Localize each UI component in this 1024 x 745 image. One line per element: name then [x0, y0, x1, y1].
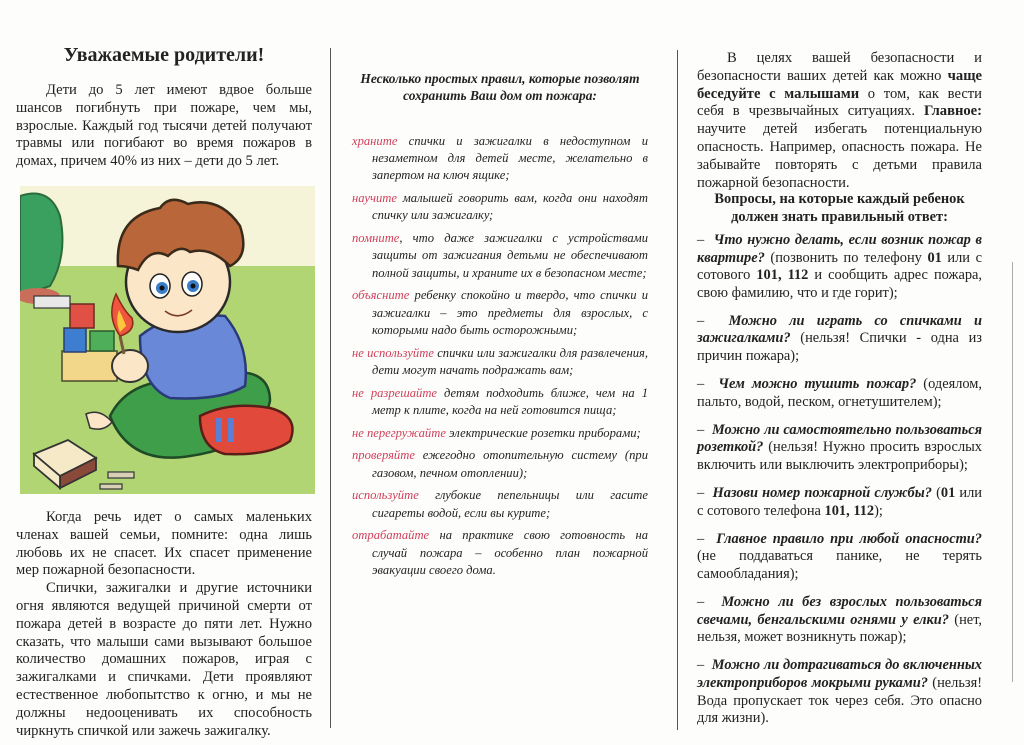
- answer-text: и сообщить адрес пожара, свою фамилию, что и где горит);: [697, 267, 983, 301]
- rule-text: ежегодно отопительную систему (при газовом, печном отоплении);: [372, 448, 648, 480]
- answer-text: );: [874, 502, 883, 519]
- rule-text: спички или зажигалки для развлечения, дети могут начать подражать вам;: [372, 345, 648, 377]
- rule-item: [352, 425, 648, 442]
- rule-text: электрические розетки приборами;: [445, 425, 641, 440]
- phone-number: 01: [940, 485, 956, 502]
- question-dash: –: [697, 530, 705, 547]
- question-text: Чем можно тушить пожар?: [718, 376, 917, 393]
- rule-item: [352, 447, 648, 481]
- safety-conversation-paragraph: [697, 50, 982, 192]
- question-item: [697, 376, 982, 411]
- answer-text: (не поддаваться панике, не терять самообладания);: [697, 548, 982, 582]
- rule-keyword: отрабатайте: [352, 528, 430, 543]
- phone-number: 101, 112: [824, 502, 875, 519]
- question-dash: –: [697, 485, 705, 502]
- column-divider-left: [330, 48, 331, 728]
- question-text: Главное правило при любой опасности?: [716, 530, 982, 547]
- question-text: Можно ли самостоятельно пользоваться розеткой?: [697, 421, 982, 456]
- rule-text: глубокие пепельницы или гасите сигареты водой, если вы курите;: [372, 488, 648, 520]
- rules-heading: Несколько простых правил, которые позволят сохранить Ваш дом от пожара:: [360, 71, 640, 103]
- rule-item: [352, 230, 648, 282]
- question-item: [697, 313, 982, 366]
- answer-text: или с сотового телефона: [697, 485, 983, 519]
- question-dash: –: [697, 421, 705, 438]
- rule-keyword: храните: [352, 134, 398, 148]
- rule-item: [352, 385, 648, 419]
- rule-item: [352, 190, 648, 224]
- rule-item: [352, 345, 648, 379]
- intro-bold-talk: чаще беседуйте с малышами: [697, 67, 982, 102]
- rule-keyword: научите: [352, 191, 397, 206]
- question-dash: –: [697, 376, 705, 393]
- answer-text: или с сотового: [697, 249, 982, 284]
- answer-text: (нет, нельзя, может возникнуть пожар);: [697, 611, 982, 646]
- intro-text: В целях вашей безопасности и безопасности ваших детей как можно: [697, 50, 982, 84]
- question-text: Можно ли дотрагиваться до включенных электроприборов мокрыми руками?: [697, 657, 982, 691]
- questions-list: [697, 232, 982, 738]
- page-edge-line: [1012, 262, 1013, 682]
- rule-item: [352, 133, 648, 185]
- rule-keyword: проверяйте: [352, 448, 415, 463]
- question-item: [697, 657, 982, 727]
- illustration-image: [20, 186, 315, 494]
- rule-keyword: не перегружайте: [352, 425, 446, 440]
- paragraph-matches-leading-cause: Спички, зажигалки и другие источники огня являются ведущей причиной смерти от пожара детей в возрасте до пяти лет. Нужно сказать, что малыши сами вызывают большое количество домашних пожаров, играя с зажигалками и спичками. Дети проявляют естественное любопытство к огню, и мы не должны недооценивать их способность чиркнуть спичкой или зажечь зажигалку.: [16, 580, 312, 739]
- rule-text: ребенку спокойно и твердо, что спички и зажигалки – это предметы для взрослых, с которыми надо быть осторожными;: [372, 288, 648, 337]
- safety-text-block: [16, 509, 312, 740]
- paragraph-love-not-enough: Когда речь идет о самых маленьких членах вашей семьи, помните: одна лишь любовь их не спасет. Их спасет применение мер пожарной безопасности.: [16, 509, 312, 579]
- rule-text: , что даже зажигалки с устройствами защиты от зажигания детьми не обеспечивают полной защиты, и храните их в безопасном месте;: [372, 231, 648, 280]
- intro-text: научите детей избегать потенциальную опасность. Например, опасность пожара. Не забывайте повторять с детьми правила пожарной безопасности.: [697, 121, 982, 191]
- rule-item: [352, 487, 648, 521]
- illustration-boy-with-match: [20, 186, 315, 494]
- question-dash: –: [697, 312, 705, 329]
- phone-number: 101, 112: [756, 267, 809, 284]
- question-item: [697, 232, 982, 302]
- answer-text: (: [931, 485, 941, 502]
- question-item: [697, 531, 982, 584]
- rule-text: на практике свою готовность на случай пожара – особенно план пожарной эвакуации своего дома.: [372, 528, 648, 577]
- question-dash: –: [697, 594, 705, 611]
- question-item: [697, 594, 982, 647]
- rule-text: детям подходить ближе, чем на 1 метр к плите, когда на ней готовится пища;: [372, 385, 648, 417]
- question-text: Назови номер пожарной службы?: [712, 485, 932, 502]
- question-item: [697, 422, 982, 475]
- question-text: Можно ли без взрослых пользоваться свечами, бенгальскими огнями у елки?: [697, 594, 982, 628]
- phone-number: 01: [927, 249, 942, 266]
- column-divider-right: [677, 50, 678, 730]
- question-text: Можно ли играть со спичками и зажигалками?: [697, 312, 982, 347]
- question-dash: –: [697, 657, 705, 674]
- intro-text: о том, как вести себя в чрезвычайных ситуациях.: [697, 85, 982, 120]
- rule-text: спички и зажигалки в недоступном и незаметном для детей месте, желательно в запертом на ключ ящике;: [372, 134, 648, 183]
- answer-text: (нельзя! Нужно просить взрослых включить или выключить электроприборы);: [697, 439, 982, 474]
- answer-text: (нельзя! Спички - одна из причин пожара);: [697, 330, 982, 365]
- question-item: [697, 485, 982, 520]
- answer-text: (позвонить по телефону: [764, 249, 928, 266]
- rule-item: [352, 527, 648, 579]
- questions-heading: Вопросы, на которые каждый ребенок должен знать правильный ответ:: [714, 191, 965, 225]
- rule-text: малышей говорить вам, когда они находят спичку или зажигалку;: [372, 191, 648, 223]
- intro-bold-main: Главное:: [923, 103, 982, 120]
- rule-keyword: используйте: [352, 488, 419, 503]
- intro-paragraph: Дети до 5 лет имеют вдвое больше шансов погибнуть при пожаре, чем мы, взрослые. Каждый год тысячи детей получают травмы или погибают во время пожаров в домах, причем 40% из них – дети до 5 лет.: [16, 82, 312, 170]
- answer-text: (одеялом, пальто, водой, песком, огнетушителем);: [697, 376, 983, 410]
- rule-keyword: объясните: [352, 288, 410, 303]
- question-dash: –: [697, 232, 705, 248]
- answer-text: (нельзя! Вода пропускает ток через себя. Это опасно для жизни).: [697, 674, 982, 727]
- question-text: Что нужно делать, если возник пожар в квартире?: [697, 232, 982, 266]
- rule-item: [352, 287, 648, 339]
- rule-keyword: помните: [352, 231, 400, 246]
- rules-list: [352, 133, 648, 585]
- page-title: Уважаемые родители!: [63, 44, 265, 66]
- rule-keyword: не разрешайте: [352, 385, 438, 400]
- rule-keyword: не используйте: [352, 345, 434, 360]
